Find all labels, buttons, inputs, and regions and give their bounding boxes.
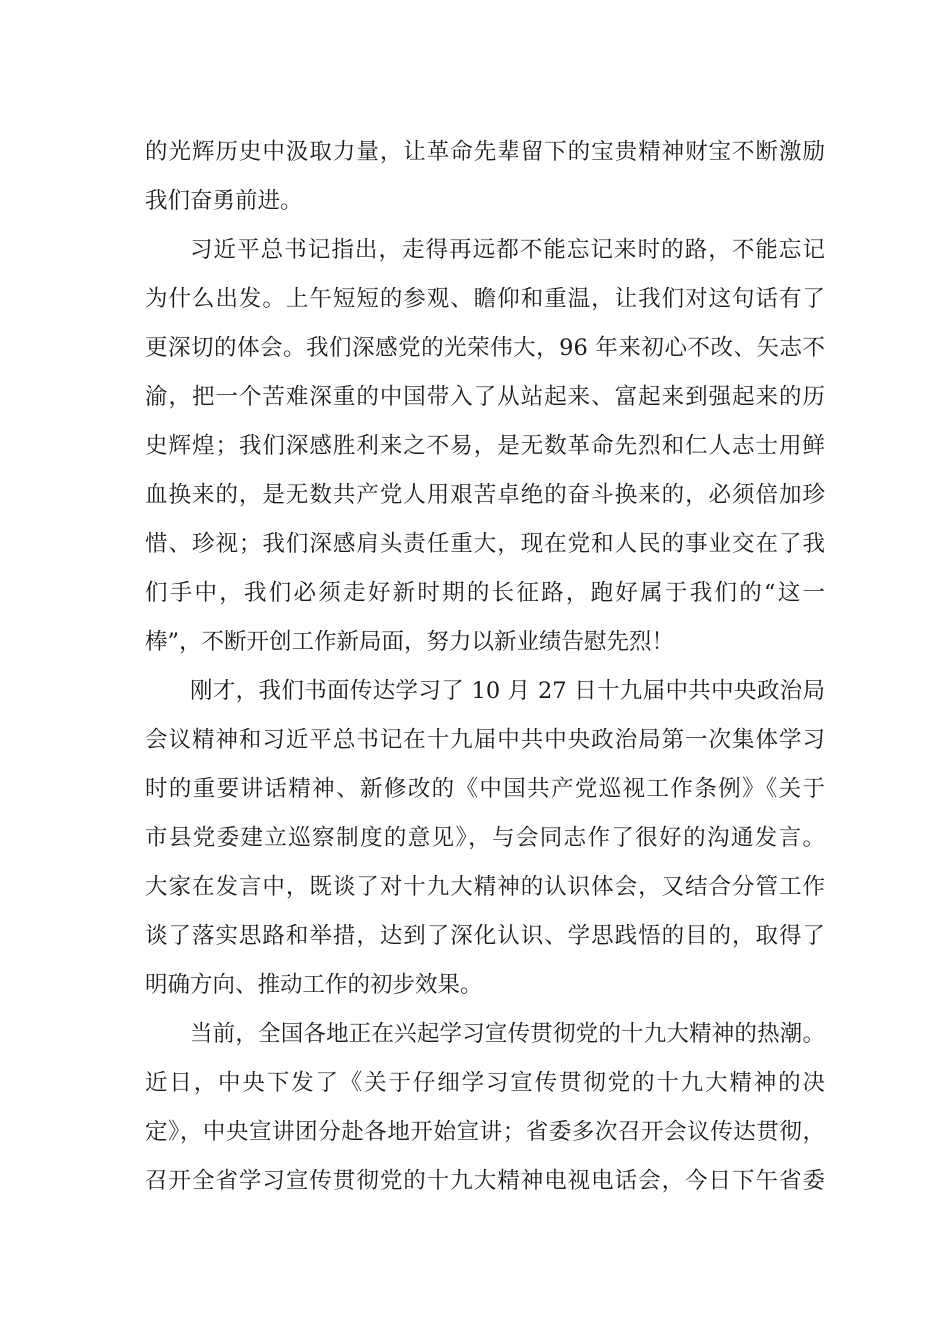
text-line: 习近平总书记指出，走得再远都不能忘记来时的路，不能忘记 — [190, 237, 825, 263]
text-line: 渝，把一个苦难深重的中国带入了从站起来、富起来到强起来的历 — [145, 384, 825, 410]
text-line: 惜、珍视；我们深感肩头责任重大，现在党和人民的事业交在了我 — [145, 531, 825, 557]
body-text — [145, 128, 825, 1206]
text-line: 史辉煌；我们深感胜利来之不易，是无数革命先烈和仁人志士用鲜 — [145, 433, 825, 459]
text-line: 为什么出发。上午短短的参观、瞻仰和重温，让我们对这句话有了 — [145, 286, 825, 312]
text-line: 明确方向、推动工作的初步效果。 — [145, 972, 483, 998]
text-line: 时的重要讲话精神、新修改的《中国共产党巡视工作条例》《关于 — [145, 776, 825, 802]
text-line: 更深切的体会。我们深感党的光荣伟大，96 年来初心不改、矢志不 — [145, 335, 825, 361]
text-line: 会议精神和习近平总书记在十九届中共中央政治局第一次集体学习 — [145, 727, 825, 753]
paragraph-3 — [145, 667, 825, 1010]
text-line: 大家在发言中，既谈了对十九大精神的认识体会，又结合分管工作 — [145, 874, 825, 900]
text-line: 定》，中央宣讲团分赴各地开始宣讲；省委多次召开会议传达贯彻， — [145, 1119, 825, 1145]
text-line: 市县党委建立巡察制度的意见》，与会同志作了很好的沟通发言。 — [145, 825, 825, 851]
text-line: 刚才，我们书面传达学习了 10 月 27 日十九届中共中央政治局 — [190, 678, 825, 704]
text-line: 的光辉历史中汲取力量，让革命先辈留下的宝贵精神财宝不断激励 — [145, 139, 825, 165]
paragraph-1 — [145, 128, 825, 226]
text-line: 棒”，不断开创工作新局面，努力以新业绩告慰先烈！ — [145, 629, 675, 655]
paragraph-4 — [145, 1010, 825, 1206]
text-line: 当前，全国各地正在兴起学习宣传贯彻党的十九大精神的热潮。 — [190, 1021, 825, 1047]
text-line: 召开全省学习宣传贯彻党的十九大精神电视电话会，今日下午省委 — [145, 1168, 825, 1194]
text-line: 谈了落实思路和举措，达到了深化认识、学思践悟的目的，取得了 — [145, 923, 825, 949]
text-line: 近日，中央下发了《关于仔细学习宣传贯彻党的十九大精神的决 — [145, 1070, 825, 1096]
paragraph-2 — [145, 226, 825, 667]
text-line: 们手中，我们必须走好新时期的长征路，跑好属于我们的“这一 — [145, 580, 825, 606]
text-line: 我们奋勇前进。 — [145, 188, 303, 214]
text-line: 血换来的，是无数共产党人用艰苦卓绝的奋斗换来的，必须倍加珍 — [145, 482, 825, 508]
